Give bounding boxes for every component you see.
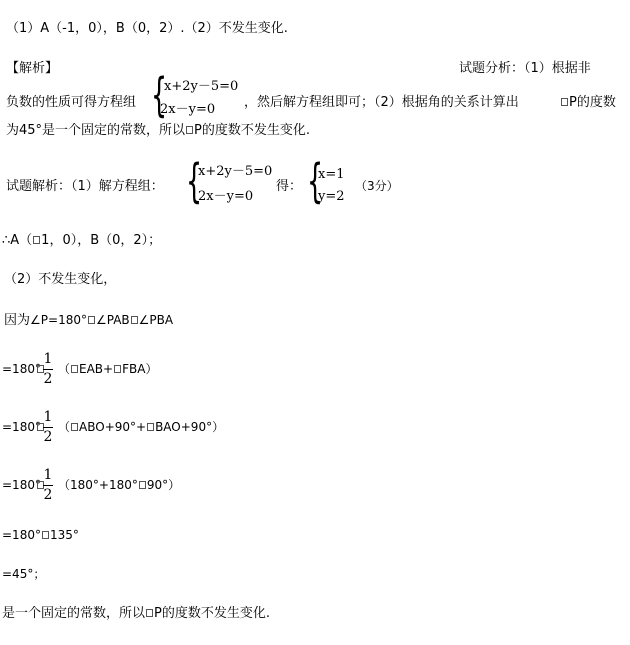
missing-glyph-box (186, 126, 193, 134)
step3-post-b: 90°） (146, 478, 181, 492)
missing-glyph-box (139, 481, 146, 489)
analysis-line2-end: P的度数 (569, 95, 616, 110)
step3-post (58, 479, 180, 491)
jiexi-label: 【解析】 (6, 61, 59, 76)
step1-half-num: 1 (43, 351, 53, 367)
analysis-line3-post: P的度数不发生变化. (194, 123, 311, 138)
step3-half-den: 2 (43, 487, 53, 503)
because-pre: 因为 (4, 313, 31, 328)
because-line (4, 314, 173, 327)
step1-post (58, 363, 157, 375)
answer-line: （1）A（-1，0），B（0，2）.（2）不发生变化. (6, 21, 288, 36)
missing-glyph-box (33, 236, 40, 244)
step2-post-c: BAO+90°） (155, 420, 225, 434)
analysis-eq1: x+2y－5=0 (164, 79, 239, 94)
solution-res2: y=2 (318, 189, 345, 204)
step1-post-c: FBA） (122, 362, 158, 376)
solution-res1: x=1 (318, 167, 345, 182)
step5: =45°； (2, 567, 46, 581)
step2-post (58, 421, 224, 433)
solution-de: 得： (276, 179, 303, 194)
step1-half-bar (43, 369, 53, 370)
line-A (2, 234, 161, 247)
analysis-brace: { (151, 68, 168, 122)
part2: （2）不发生变化， (4, 272, 117, 287)
missing-glyph-box (71, 365, 78, 373)
step1-post-b: EAB+ (79, 362, 114, 376)
solution-intro: 试题解析：（1）解方程组： (6, 179, 164, 194)
because-pba: ∠PBA (138, 313, 174, 327)
step4 (2, 529, 79, 541)
because-p: ∠P=180° (30, 313, 87, 327)
step3-pre: =180° (2, 478, 41, 492)
analysis-line3-pre: 为45°是一个固定的常数，所以 (6, 123, 186, 138)
solution-brace-2: { (307, 154, 324, 208)
line-A-post: 1，0），B（0，2）； (41, 233, 162, 248)
solution-brace-1: { (186, 154, 203, 208)
missing-glyph-box (561, 98, 568, 106)
conclusion-pre: 是一个固定的常数，所以 (2, 606, 146, 621)
step3-half-bar (43, 485, 53, 486)
missing-glyph-box (88, 316, 95, 324)
step2-half-den: 2 (43, 429, 53, 445)
missing-glyph-box (147, 423, 154, 431)
step3-half-num: 1 (43, 467, 53, 483)
analysis-line3 (6, 124, 310, 137)
analysis-line2-end-wrap (560, 96, 616, 109)
step3-post-a: （180°+180° (58, 478, 138, 492)
missing-glyph-box (42, 531, 49, 539)
step4-post: 135° (49, 528, 79, 542)
step4-pre: =180° (2, 528, 41, 542)
step1-post-a: （ (58, 362, 71, 376)
analysis-line2-pre: 负数的性质可得方程组 (6, 95, 137, 110)
line-A-pre: ∴A（ (2, 233, 33, 248)
conclusion-post: P的度数不发生变化. (154, 606, 270, 621)
step2-pre: =180° (2, 420, 41, 434)
analysis-eq2: 2x－y=0 (160, 102, 216, 117)
solution-score: （3分） (355, 179, 399, 193)
analysis-label: 试题分析：（1）根据非 (459, 61, 591, 76)
solution-eq2: 2x－y=0 (198, 189, 254, 204)
solution-eq1: x+2y－5=0 (198, 164, 273, 179)
analysis-line2-post: ，然后解方程组即可；（2）根据角的关系计算出 (244, 95, 519, 110)
step2-post-b: ABO+90°+ (79, 420, 147, 434)
missing-glyph-box (131, 316, 138, 324)
step1-half-den: 2 (43, 371, 53, 387)
missing-glyph-box (146, 609, 153, 617)
step1-pre: =180° (2, 362, 41, 376)
because-pab: ∠PAB (95, 313, 130, 327)
step2-post-a: （ (58, 420, 71, 434)
step2-half-num: 1 (43, 409, 53, 425)
missing-glyph-box (114, 365, 121, 373)
missing-glyph-box (71, 423, 78, 431)
conclusion (2, 607, 270, 620)
step2-half-bar (43, 427, 53, 428)
